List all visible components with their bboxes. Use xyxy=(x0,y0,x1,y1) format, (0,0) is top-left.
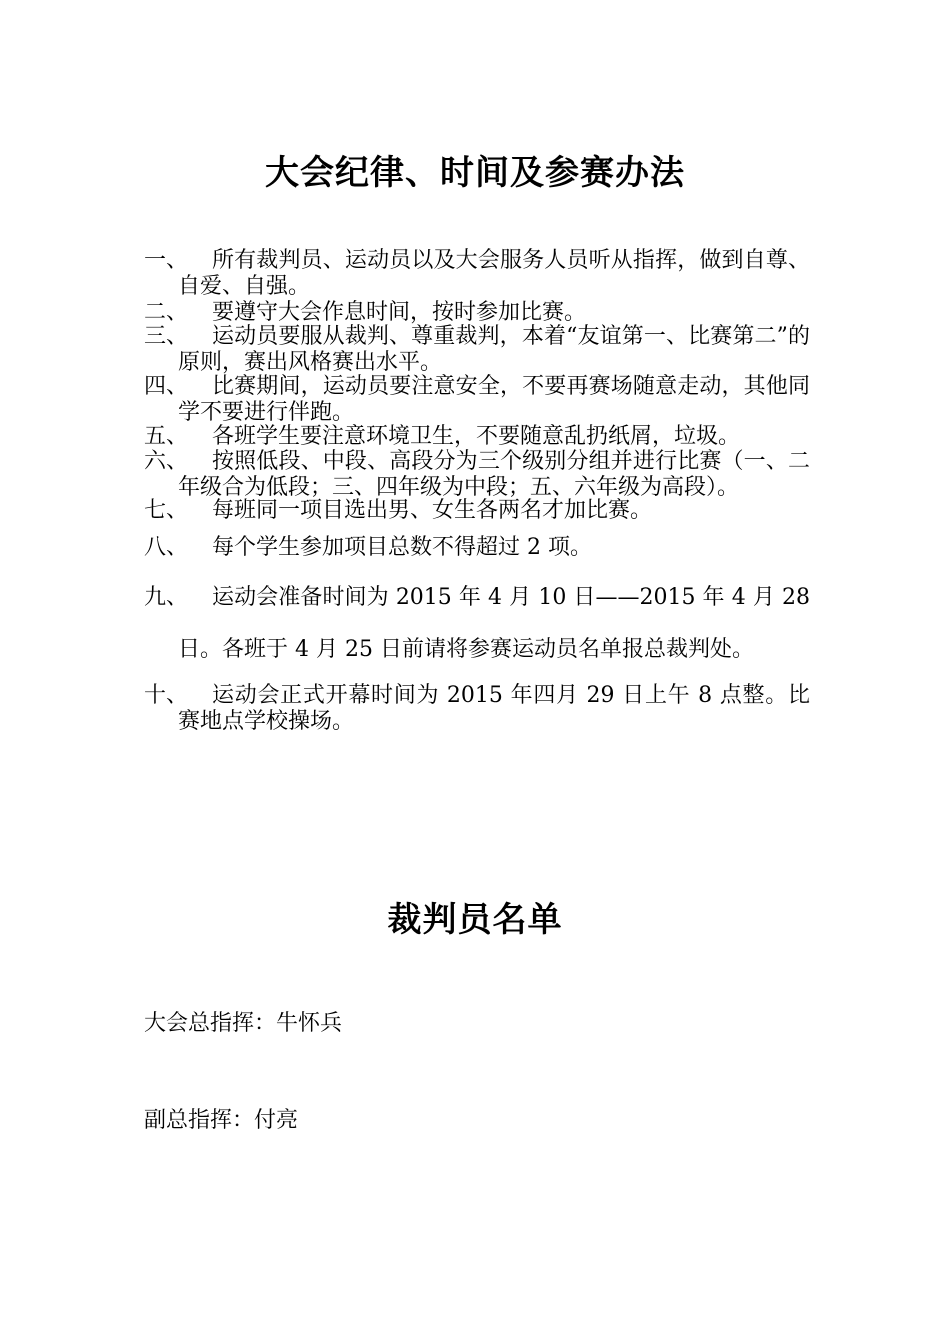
rule-text: 运动员要服从裁判、尊重裁判，本着“友谊第一、比赛第二”的原则，赛出风格赛出水平。 xyxy=(178,324,810,375)
rule-number: 五、 xyxy=(144,424,189,449)
rule-item-2 xyxy=(144,300,810,326)
rule-text: 按照低段、中段、高段分为三个级别分组并进行比赛（一、二年级合为低段；三、四年级为中段；五、六年级为高段）。 xyxy=(178,449,810,500)
rule-text: 运动会正式开幕时间为 2015 年四月 29 日上午 8 点整。比赛地点学校操场。 xyxy=(178,683,810,734)
judges-title: 裁判员名单 xyxy=(387,900,563,940)
rule-text: 每班同一项目选出男、女生各两名才加比赛。 xyxy=(212,498,653,523)
rule-number: 八、 xyxy=(144,535,189,560)
rule-text: 比赛期间，运动员要注意安全，不要再赛场随意走动，其他同学不要进行伴跑。 xyxy=(178,374,810,425)
rule-text: 每个学生参加项目总数不得超过 2 项。 xyxy=(212,535,592,560)
rule-number: 十、 xyxy=(144,683,189,708)
deputy-commander: 副总指挥：付亮 xyxy=(144,1108,299,1133)
rule-text: 各班学生要注意环境卫生，不要随意乱扔纸屑，垃圾。 xyxy=(212,424,741,449)
rule-item-6 xyxy=(144,449,810,501)
chief-commander: 大会总指挥：牛怀兵 xyxy=(144,1011,343,1036)
rule-text: 所有裁判员、运动员以及大会服务人员听从指挥，做到自尊、自爱、自强。 xyxy=(178,248,810,299)
rule-number: 三、 xyxy=(144,324,189,349)
rule-item-1 xyxy=(144,248,810,300)
rule-text: 运动会准备时间为 2015 年 4 月 10 日——2015 年 4 月 28 日。各班于 4 月 25 日前请将参赛运动员名单报总裁判处。 xyxy=(178,585,810,662)
rule-item-3 xyxy=(144,324,810,376)
rule-item-10 xyxy=(144,683,810,735)
rule-number: 六、 xyxy=(144,449,189,474)
rule-number: 一、 xyxy=(144,248,189,273)
rule-item-7 xyxy=(144,498,810,524)
rule-number: 七、 xyxy=(144,498,189,523)
rule-number: 二、 xyxy=(144,300,189,325)
rule-item-8 xyxy=(144,535,810,561)
rule-item-4 xyxy=(144,374,810,426)
rule-number: 四、 xyxy=(144,374,189,399)
rule-number: 九、 xyxy=(144,585,189,610)
document-title: 大会纪律、时间及参赛办法 xyxy=(265,153,685,193)
rule-text: 要遵守大会作息时间，按时参加比赛。 xyxy=(212,300,587,325)
rule-item-5 xyxy=(144,424,810,450)
rule-item-9 xyxy=(144,572,810,676)
